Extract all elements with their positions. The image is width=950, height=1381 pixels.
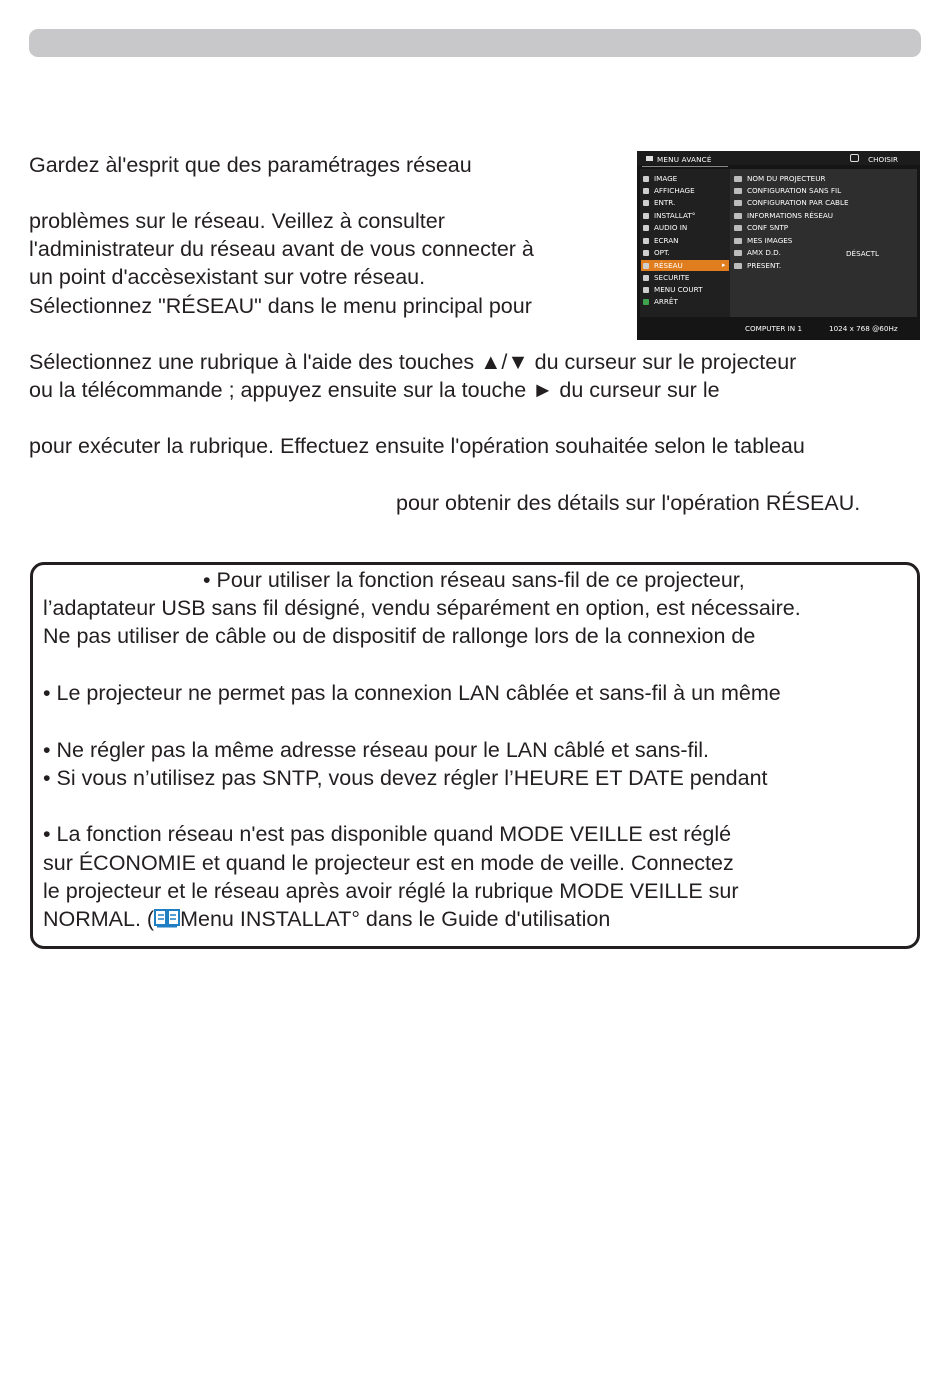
amx-icon bbox=[734, 250, 742, 256]
osd-item-securite[interactable]: SECURITE bbox=[643, 272, 689, 284]
projector-name-icon bbox=[734, 176, 742, 182]
audio-icon bbox=[643, 225, 649, 231]
osd-item-menu-court[interactable]: MENU COURT bbox=[643, 284, 702, 296]
note-line-7: • Ne régler pas la même adresse réseau pour le LAN câblé et sans-fil. bbox=[43, 738, 709, 762]
note-line-13-suffix: Menu INSTALLAT° dans le Guide d'utilisation bbox=[180, 907, 611, 931]
presenter-icon bbox=[734, 263, 742, 269]
para2-line-1: Sélectionnez une rubrique à l'aide des touches ▲/▼ du curseur sur le projecteur bbox=[29, 350, 797, 374]
note-line-5: • Le projecteur ne permet pas la connexion LAN câblée et sans-fil à un même bbox=[43, 681, 781, 705]
osd-sub-projector-name[interactable]: NOM DU PROJECTEUR bbox=[734, 173, 825, 185]
osd-title-underline bbox=[642, 166, 728, 167]
osd-item-entr[interactable]: ENTR. bbox=[643, 197, 675, 209]
note-line-8: • Si vous n’utilisez pas SNTP, vous devez régler l’HEURE ET DATE pendant bbox=[43, 766, 768, 790]
network-info-icon bbox=[734, 213, 742, 219]
note-line-12: le projecteur et le réseau après avoir réglé la rubrique MODE VEILLE sur bbox=[43, 879, 739, 903]
image-icon bbox=[734, 238, 742, 244]
para2-line-2: ou la télécommande ; appuyez ensuite sur la touche ► du curseur sur le bbox=[29, 378, 720, 402]
wireless-icon bbox=[734, 188, 742, 194]
exit-icon bbox=[643, 299, 649, 305]
note-line-13 bbox=[43, 905, 610, 933]
wired-icon bbox=[734, 200, 742, 206]
osd-item-audio-in[interactable]: AUDIO IN bbox=[643, 222, 687, 234]
osd-sub-network-info[interactable]: INFORMATIONS RÉSEAU bbox=[734, 210, 833, 222]
osd-sub-sntp[interactable]: CONF SNTP bbox=[734, 222, 788, 234]
note-line-13-prefix: NORMAL. ( bbox=[43, 907, 155, 931]
para1-line-6: Sélectionnez "RÉSEAU" dans le menu principal pour bbox=[29, 294, 532, 318]
menu-icon bbox=[646, 156, 653, 161]
image-icon bbox=[643, 176, 649, 182]
display-icon bbox=[643, 188, 649, 194]
note-line-1: • Pour utiliser la fonction réseau sans-fil de ce projecteur, bbox=[203, 568, 745, 592]
osd-amx-value: DÉSACTL bbox=[846, 249, 879, 258]
osd-sub-wireless-setup[interactable]: CONFIGURATION SANS FIL bbox=[734, 185, 841, 197]
osd-title: MENU AVANCÉ bbox=[657, 155, 712, 164]
para1-line-5: un point d'accèsexistant sur votre réseau. bbox=[29, 265, 426, 289]
header-bar bbox=[29, 29, 921, 57]
security-icon bbox=[643, 275, 649, 281]
note-line-10: • La fonction réseau n'est pas disponible quand MODE VEILLE est réglé bbox=[43, 822, 732, 846]
setup-icon bbox=[643, 213, 649, 219]
osd-sub-wired-setup[interactable]: CONFIGURATION PAR CABLE bbox=[734, 197, 849, 209]
osd-item-arret[interactable]: ARRÊT bbox=[643, 296, 678, 308]
osd-item-opt[interactable]: OPT. bbox=[643, 247, 670, 259]
osd-menu-screenshot bbox=[637, 151, 920, 340]
note-line-3: Ne pas utiliser de câble ou de dispositif de rallonge lors de la connexion de bbox=[43, 624, 756, 648]
para2-last-line: pour obtenir des détails sur l'opération RÉSEAU. bbox=[396, 491, 861, 515]
osd-footer-resolution: 1024 x 768 @60Hz bbox=[829, 324, 898, 333]
para1-line-1: Gardez àl'esprit que des paramétrages réseau bbox=[29, 153, 472, 177]
osd-sub-presenter[interactable]: PRESENT. bbox=[734, 260, 781, 272]
para1-line-4: l'administrateur du réseau avant de vous connecter à bbox=[29, 237, 534, 261]
screen-icon bbox=[643, 238, 649, 244]
option-icon bbox=[643, 250, 649, 256]
osd-item-image[interactable]: IMAGE bbox=[643, 173, 677, 185]
para2-line-4: pour exécuter la rubrique. Effectuez ensuite l'opération souhaitée selon le tableau bbox=[29, 434, 805, 458]
osd-sub-amx[interactable]: AMX D.D. bbox=[734, 247, 781, 259]
osd-select-label: CHOISIR bbox=[868, 155, 898, 164]
select-icon bbox=[850, 154, 859, 162]
book-icon[interactable] bbox=[154, 908, 180, 928]
osd-item-reseau[interactable]: RÉSEAU bbox=[643, 260, 683, 272]
note-line-11: sur ÉCONOMIE et quand le projecteur est en mode de veille. Connectez bbox=[43, 851, 734, 875]
osd-item-affichage[interactable]: AFFICHAGE bbox=[643, 185, 695, 197]
osd-item-installat[interactable]: INSTALLAT° bbox=[643, 210, 695, 222]
para1-line-3: problèmes sur le réseau. Veillez à consulter bbox=[29, 209, 445, 233]
clock-icon bbox=[734, 225, 742, 231]
osd-footer-input: COMPUTER IN 1 bbox=[745, 324, 803, 333]
input-icon bbox=[643, 200, 649, 206]
note-line-2: l’adaptateur USB sans fil désigné, vendu séparément en option, est nécessaire. bbox=[43, 596, 801, 620]
osd-selected-arrow-icon: ▸ bbox=[722, 261, 726, 269]
network-icon bbox=[643, 263, 649, 269]
osd-item-ecran[interactable]: ECRAN bbox=[643, 235, 679, 247]
easy-menu-icon bbox=[643, 287, 649, 293]
osd-sub-my-images[interactable]: MES IMAGES bbox=[734, 235, 792, 247]
